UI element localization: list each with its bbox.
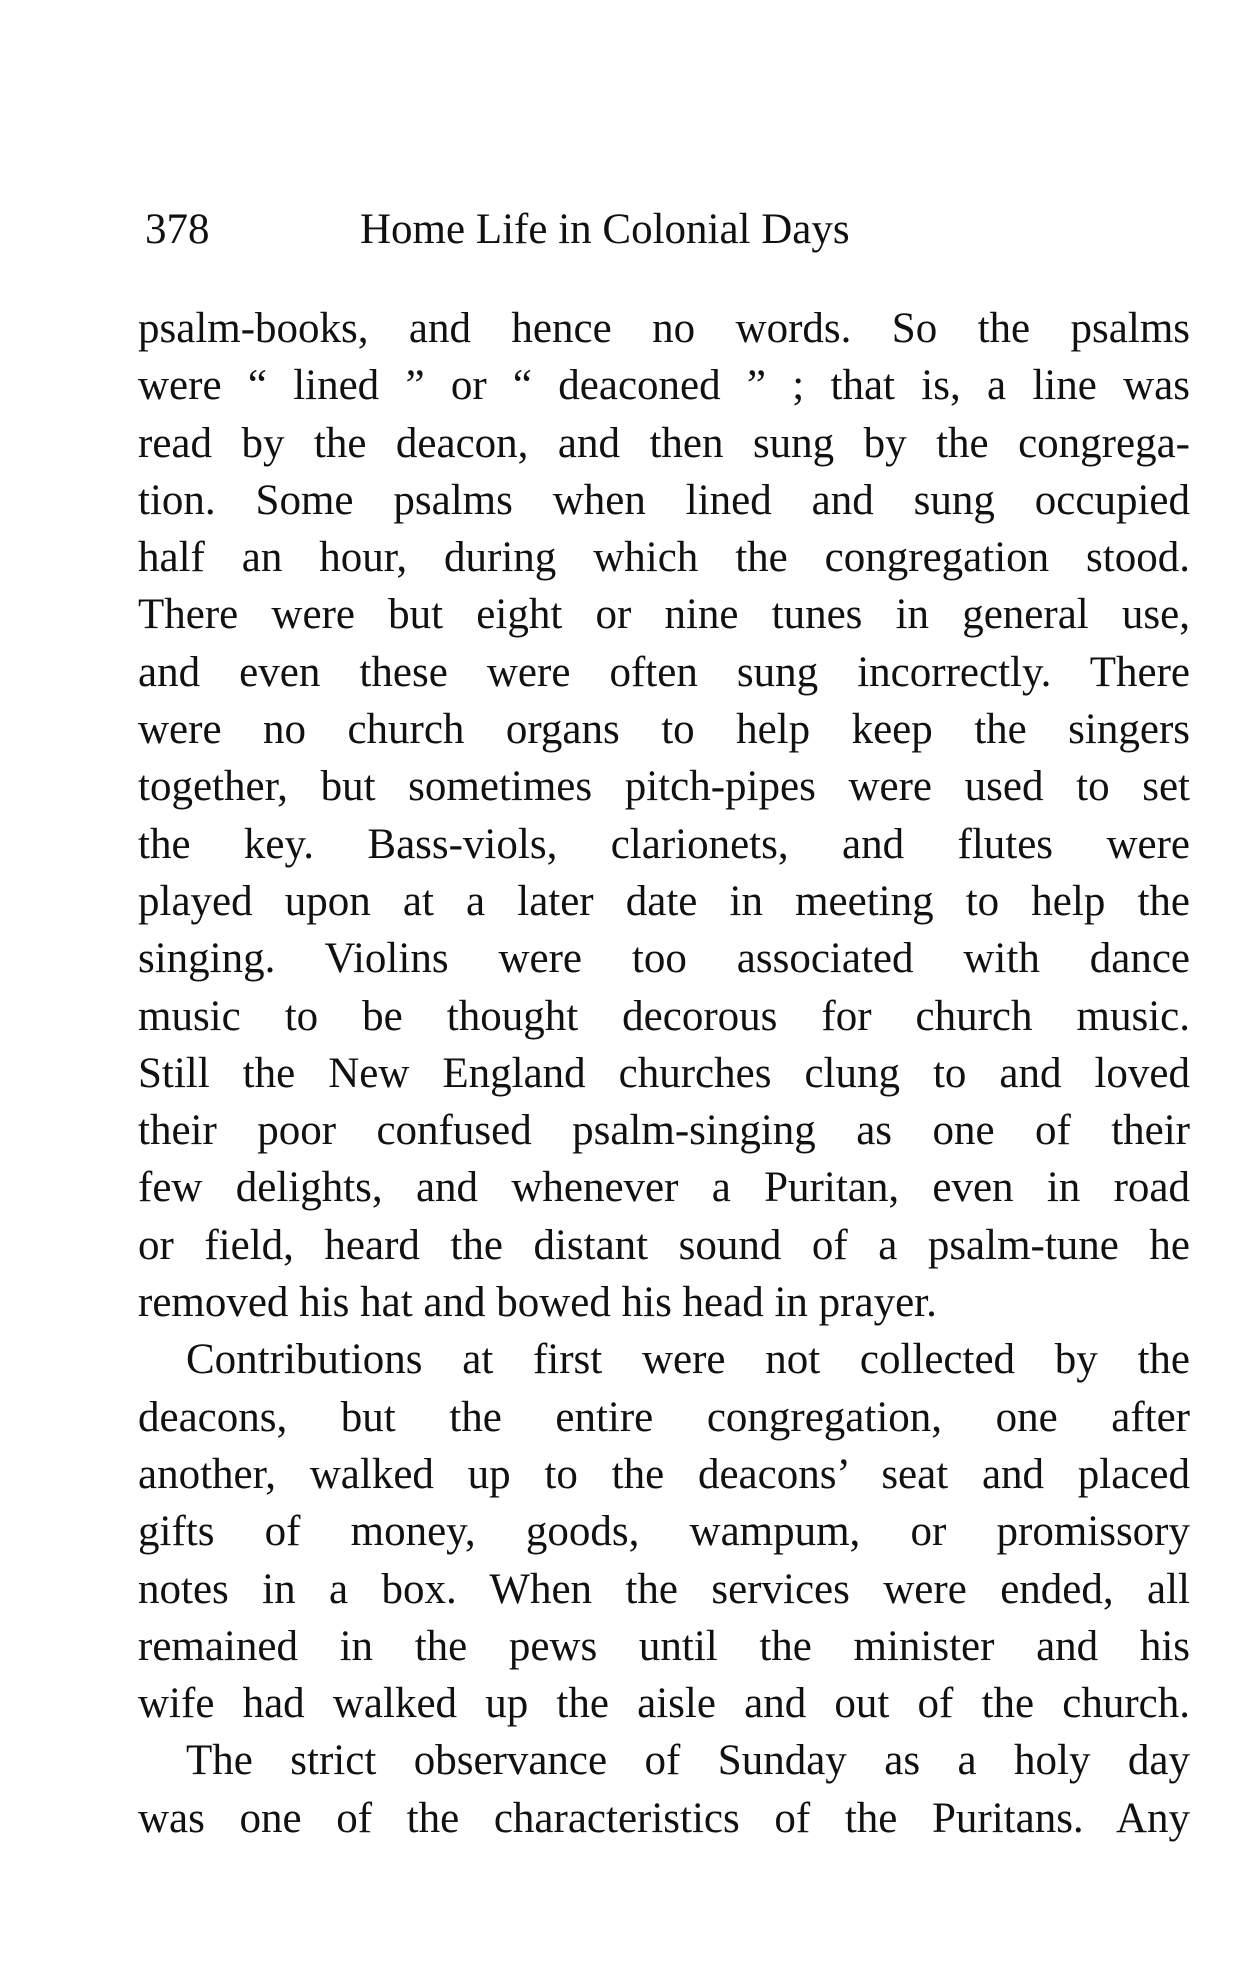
page-number: 378 — [145, 206, 210, 253]
text-line: removed his hat and bowed his head in prayer. — [138, 1279, 937, 1327]
text-line: notes in a box. When the services were ended, all — [138, 1565, 1190, 1613]
text-line: Still the New England churches clung to and loved — [138, 1049, 1190, 1097]
text-line: half an hour, during which the congregation stood. — [138, 534, 1190, 582]
text-line: read by the deacon, and then sung by the congrega- — [138, 419, 1190, 467]
text-line: and even these were often sung incorrectly. There — [138, 648, 1190, 696]
text-line: together, but sometimes pitch-pipes were used to set — [138, 763, 1190, 811]
text-line: gifts of money, goods, wampum, or promissory — [138, 1508, 1190, 1556]
text-line: wife had walked up the aisle and out of the church. — [138, 1680, 1190, 1728]
text-line: was one of the characteristics of the Puritans. Any — [138, 1794, 1190, 1842]
text-line: were “ lined ” or “ deaconed ” ; that is, a line was — [138, 362, 1190, 410]
text-line: remained in the pews until the minister and his — [138, 1622, 1190, 1670]
text-line: tion. Some psalms when lined and sung occupied — [138, 476, 1190, 524]
text-line: or field, heard the distant sound of a psalm-tune he — [138, 1221, 1190, 1269]
running-head — [145, 200, 985, 260]
text-line: Contributions at first were not collected by the — [186, 1336, 1190, 1384]
text-line: psalm-books, and hence no words. So the psalms — [138, 305, 1190, 352]
text-line: played upon at a later date in meeting to help the — [138, 877, 1190, 925]
text-line: their poor confused psalm-singing as one of their — [138, 1107, 1190, 1155]
body-text — [138, 300, 1190, 1847]
text-line: There were but eight or nine tunes in general use, — [138, 591, 1190, 639]
text-line: the key. Bass-viols, clarionets, and flutes were — [138, 820, 1190, 868]
book-title: Home Life in Colonial Days — [360, 206, 850, 253]
text-line: few delights, and whenever a Puritan, even in road — [138, 1164, 1190, 1212]
text-line: singing. Violins were too associated with dance — [138, 935, 1190, 983]
text-line: were no church organs to help keep the singers — [138, 706, 1190, 754]
text-line: The strict observance of Sunday as a holy day — [186, 1737, 1190, 1785]
text-line: another, walked up to the deacons’ seat and placed — [138, 1450, 1190, 1498]
text-line: deacons, but the entire congregation, one after — [138, 1393, 1190, 1441]
text-line: music to be thought decorous for church music. — [138, 992, 1190, 1040]
